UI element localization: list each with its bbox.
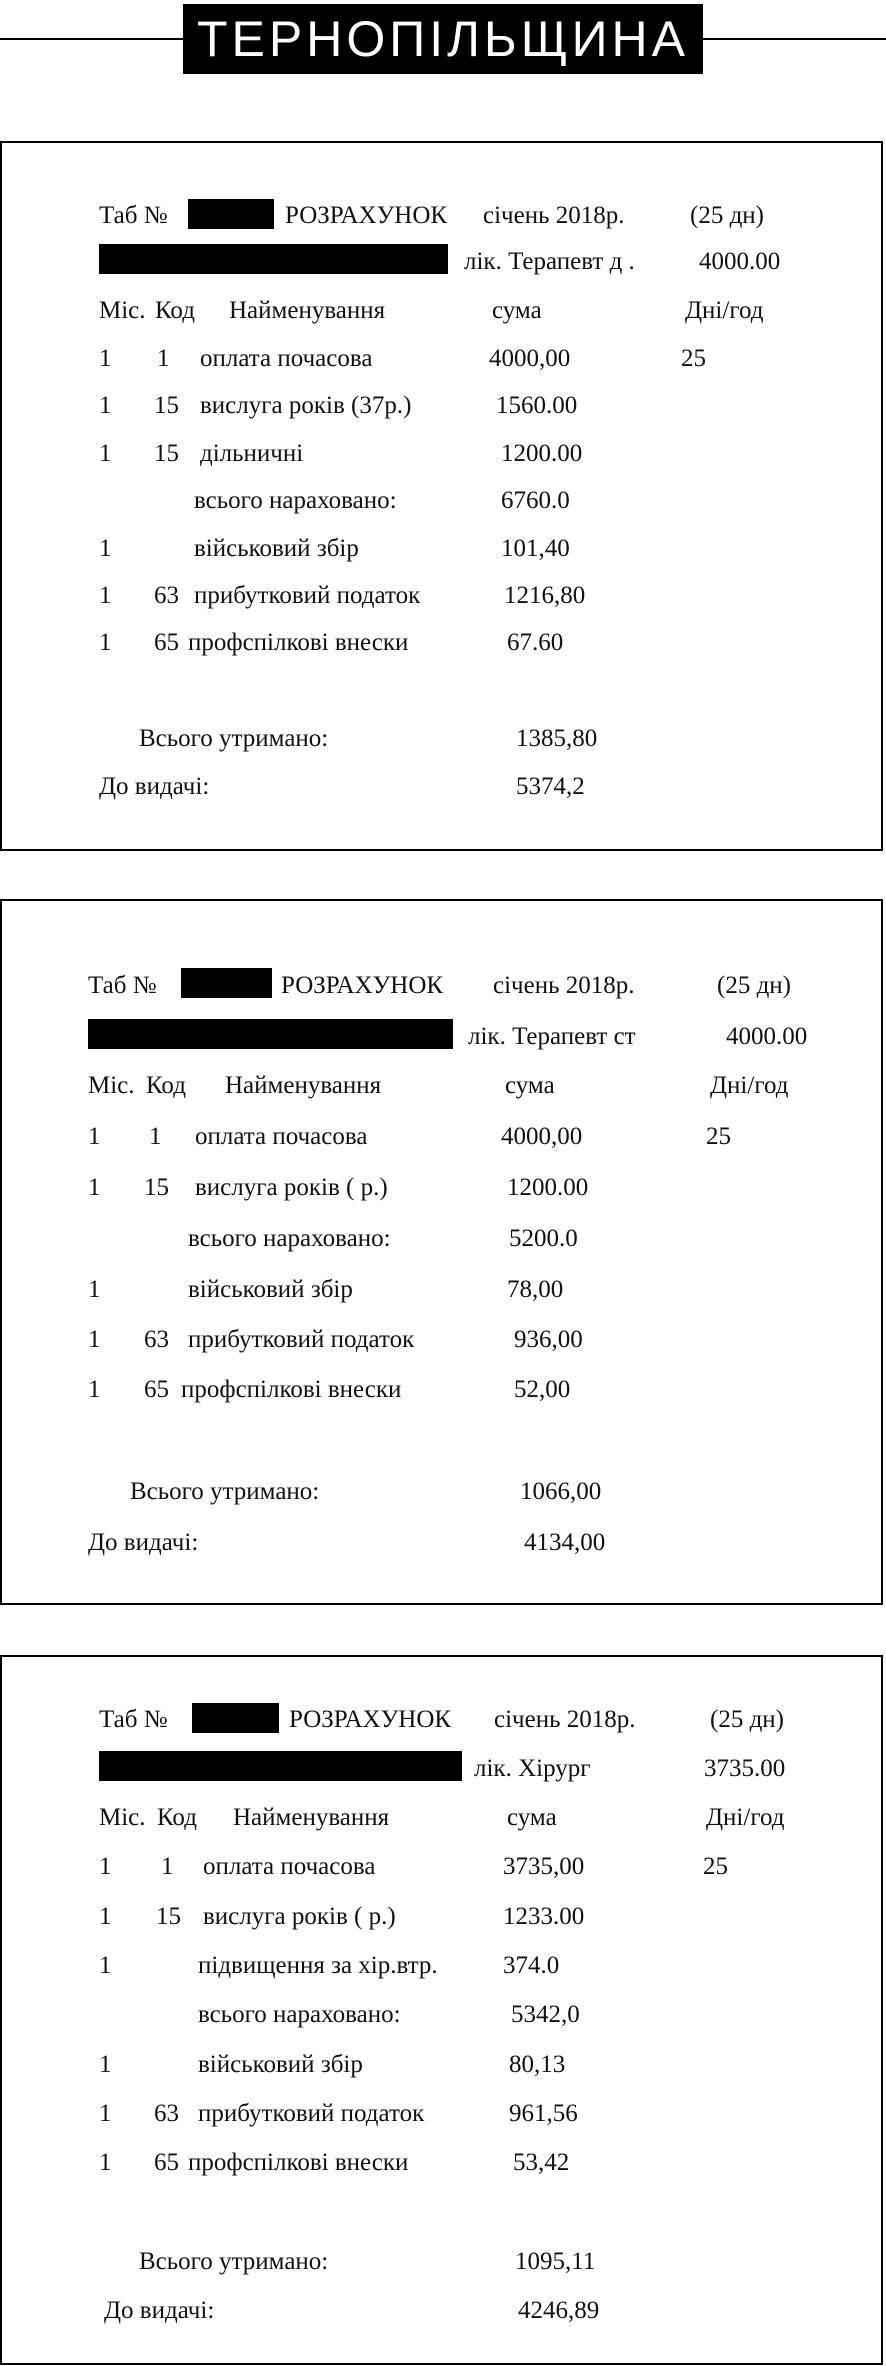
position: лік. Терапевт ст (468, 1023, 636, 1050)
row-sum: 1560.00 (496, 392, 578, 419)
row-name: прибутковий податок (188, 1326, 415, 1353)
row-month: 1 (99, 2051, 112, 2078)
col-days: Дні/год (685, 297, 764, 324)
row-code: 15 (154, 392, 179, 419)
row-sum: 936,00 (514, 1326, 583, 1353)
redaction-bar (88, 1019, 453, 1049)
payout-label: До видачі: (88, 1529, 199, 1556)
row-code: 1 (157, 345, 170, 372)
withheld-label: Всього утримано: (139, 725, 329, 752)
row-name: військовий збір (194, 535, 359, 562)
col-name: Найменування (225, 1072, 382, 1099)
row-name: прибутковий податок (194, 582, 421, 609)
withheld-value: 1066,00 (520, 1478, 602, 1505)
row-sum: 52,00 (514, 1376, 571, 1403)
row-sum: 4000,00 (489, 345, 571, 372)
row-month: 1 (99, 440, 112, 467)
redaction-bar (181, 968, 272, 998)
row-name: підвищення за хір.втр. (198, 1952, 438, 1979)
row-month: 1 (88, 1276, 101, 1303)
row-sum: 1200.00 (507, 1174, 589, 1201)
row-month: 1 (99, 629, 112, 656)
row-month: 1 (88, 1326, 101, 1353)
row-code: 63 (154, 582, 179, 609)
row-sum: 80,13 (509, 2051, 566, 2078)
row-name: дільничні (200, 440, 304, 467)
row-month: 1 (88, 1174, 101, 1201)
withheld-value: 1095,11 (515, 2248, 596, 2275)
row-code: 1 (149, 1123, 162, 1150)
slip-days: (25 дн) (690, 202, 764, 229)
row-sum: 3735,00 (503, 1853, 585, 1880)
header-rule-right (700, 38, 886, 40)
row-code: 63 (154, 2100, 179, 2127)
row-month: 1 (99, 582, 112, 609)
row-sum: 101,40 (501, 535, 570, 562)
salary: 4000.00 (699, 248, 781, 275)
row-name: профспілкові внески (188, 629, 409, 656)
row-name: оплата почасова (195, 1123, 368, 1150)
row-month: 1 (99, 2100, 112, 2127)
slip-title: РОЗРАХУНОК (285, 202, 448, 229)
subtotal-label: всього нараховано: (194, 487, 397, 514)
col-sum: сума (505, 1072, 555, 1099)
tab-label: Таб № (88, 972, 157, 999)
col-sum: сума (507, 1804, 557, 1831)
row-code: 65 (154, 629, 179, 656)
salary: 4000.00 (726, 1023, 808, 1050)
row-sum: 374.0 (503, 1952, 560, 1979)
header-rule-left (0, 38, 185, 40)
row-name: вислуга років (37р.) (200, 392, 412, 419)
row-code: 15 (154, 440, 179, 467)
row-sum: 67.60 (507, 629, 564, 656)
slip-title: РОЗРАХУНОК (289, 1706, 452, 1733)
tab-label: Таб № (99, 202, 168, 229)
tab-label: Таб № (99, 1706, 168, 1733)
row-days: 25 (706, 1123, 731, 1150)
row-month: 1 (88, 1123, 101, 1150)
col-month: Міс. (88, 1072, 135, 1099)
col-code: Код (157, 1804, 197, 1831)
header-title: ТЕРНОПІЛЬЩИНА (197, 11, 689, 67)
payout-value: 4134,00 (524, 1529, 606, 1556)
withheld-label: Всього утримано: (130, 1478, 320, 1505)
payout-label: До видачі: (99, 773, 210, 800)
slip-days: (25 дн) (710, 1706, 784, 1733)
row-code: 1 (161, 1853, 174, 1880)
row-sum: 1216,80 (504, 582, 586, 609)
row-code: 15 (156, 1903, 181, 1930)
row-month: 1 (88, 1376, 101, 1403)
row-name: військовий збір (188, 1276, 353, 1303)
row-sum: 1200.00 (501, 440, 583, 467)
row-name: профспілкові внески (188, 2149, 409, 2176)
row-month: 1 (99, 1952, 112, 1979)
row-month: 1 (99, 535, 112, 562)
payslip (0, 141, 883, 851)
subtotal-label: всього нараховано: (188, 1225, 391, 1252)
slip-period: січень 2018р. (494, 1706, 636, 1733)
row-name: військовий збір (198, 2051, 363, 2078)
col-month: Міс. (99, 1804, 146, 1831)
row-sum: 1233.00 (503, 1903, 585, 1930)
row-code: 65 (154, 2149, 179, 2176)
row-name: вислуга років ( р.) (195, 1174, 388, 1201)
row-code: 63 (144, 1326, 169, 1353)
position: лік. Терапевт д . (464, 248, 635, 275)
col-days: Дні/год (710, 1072, 789, 1099)
row-month: 1 (99, 345, 112, 372)
row-code: 15 (144, 1174, 169, 1201)
payout-value: 4246,89 (518, 2297, 600, 2324)
row-month: 1 (99, 1853, 112, 1880)
row-month: 1 (99, 392, 112, 419)
row-sum: 961,56 (509, 2100, 578, 2127)
row-days: 25 (681, 345, 706, 372)
slip-title: РОЗРАХУНОК (281, 972, 444, 999)
subtotal-sum: 5342,0 (511, 2001, 580, 2028)
subtotal-label: всього нараховано: (198, 2001, 401, 2028)
redaction-bar (99, 1751, 462, 1781)
col-days: Дні/год (706, 1804, 785, 1831)
redaction-bar (99, 244, 448, 274)
col-name: Найменування (229, 297, 386, 324)
position: лік. Хірург (474, 1755, 591, 1782)
row-name: профспілкові внески (181, 1376, 402, 1403)
withheld-value: 1385,80 (516, 725, 598, 752)
row-month: 1 (99, 2149, 112, 2176)
row-sum: 4000,00 (501, 1123, 583, 1150)
slip-period: січень 2018р. (483, 202, 625, 229)
row-name: оплата почасова (200, 345, 373, 372)
col-code: Код (155, 297, 195, 324)
salary: 3735.00 (704, 1755, 786, 1782)
row-sum: 53,42 (513, 2149, 570, 2176)
payslip (0, 1655, 883, 2365)
row-name: прибутковий податок (198, 2100, 425, 2127)
row-code: 65 (144, 1376, 169, 1403)
header-banner (183, 4, 703, 74)
slip-period: січень 2018р. (493, 972, 635, 999)
subtotal-sum: 5200.0 (509, 1225, 578, 1252)
row-sum: 78,00 (507, 1276, 564, 1303)
row-days: 25 (703, 1853, 728, 1880)
col-sum: сума (492, 297, 542, 324)
subtotal-sum: 6760.0 (501, 487, 570, 514)
slip-days: (25 дн) (717, 972, 791, 999)
row-name: вислуга років ( р.) (203, 1903, 396, 1930)
redaction-bar (192, 1703, 279, 1733)
withheld-label: Всього утримано: (139, 2248, 329, 2275)
row-name: оплата почасова (203, 1853, 376, 1880)
payout-value: 5374,2 (516, 773, 585, 800)
payslip (0, 899, 883, 1605)
redaction-bar (188, 199, 274, 229)
payout-label: До видачі: (104, 2297, 215, 2324)
col-month: Міс. (99, 297, 146, 324)
col-code: Код (146, 1072, 186, 1099)
row-month: 1 (99, 1903, 112, 1930)
col-name: Найменування (233, 1804, 390, 1831)
